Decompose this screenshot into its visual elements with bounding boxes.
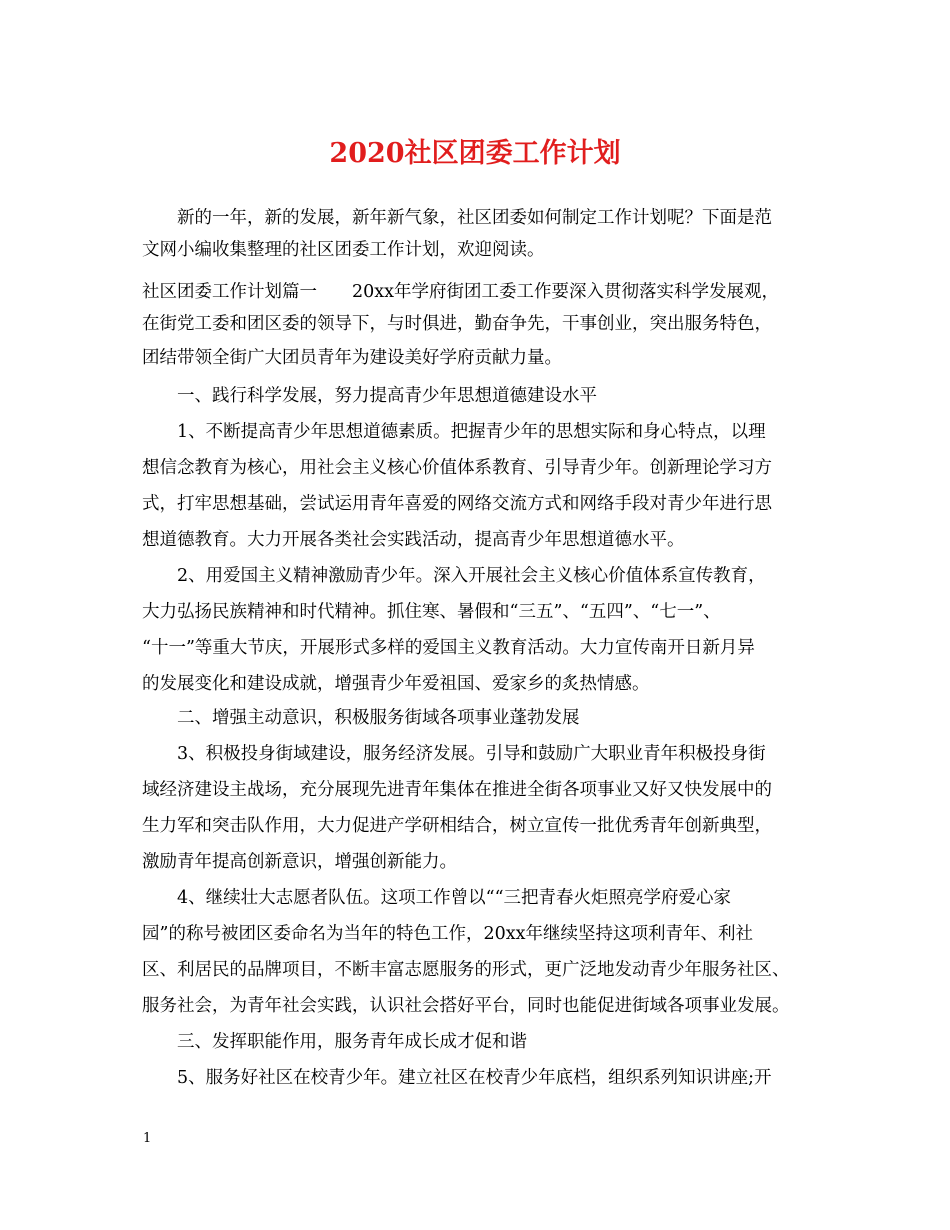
- text-line: 1、不断提高青少年思想道德素质。把握青少年的思想实际和身心特点，以理: [142, 422, 766, 442]
- text-line: 大力弘扬民族精神和时代精神。抓住寒、暑假和“三五”、“五四”、“七一”、: [142, 602, 721, 622]
- text-line: 2、用爱国主义精神激励青少年。深入开展社会主义核心价值体系宣传教育，: [142, 566, 766, 586]
- document-title: 2020社区团委工作计划: [329, 138, 621, 169]
- text-line: 区、利居民的品牌项目，不断丰富志愿服务的形式，更广泛地发动青少年服务社区、: [142, 960, 790, 980]
- text-line: 想信念教育为核心，用社会主义核心价值体系教育、引导青少年。创新理论学习方: [142, 458, 772, 478]
- section-heading: 一、践行科学发展，努力提高青少年思想道德建设水平: [142, 386, 597, 406]
- text-line: 服务社会，为青年社会实践，认识社会搭好平台，同时也能促进街域各项事业发展。: [142, 996, 790, 1016]
- text-line: 5、服务好社区在校青少年。建立社区在校青少年底档，组织系列知识讲座;开: [142, 1068, 772, 1088]
- page-number: 1: [143, 1131, 152, 1146]
- text-line: 4、继续壮大志愿者队伍。这项工作曾以““三把青春火炬照亮学府爱心家: [142, 888, 732, 908]
- text-line: 的发展变化和建设成就，增强青少年爱祖国、爱家乡的炙热情感。: [142, 674, 650, 694]
- text-line: 式，打牢思想基础，尝试运用青年喜爱的网络交流方式和网络手段对青少年进行思: [142, 494, 772, 514]
- text-line: 新的一年，新的发展，新年新气象，社区团委如何制定工作计划呢？下面是范: [142, 208, 772, 228]
- section-heading: 三、发挥职能作用，服务青年成长成才促和谐: [142, 1032, 527, 1052]
- text-line: 3、积极投身街域建设，服务经济发展。引导和鼓励广大职业青年积极投身街: [142, 744, 766, 764]
- text-line: 域经济建设主战场，充分展现先进青年集体在推进全街各项事业又好又快发展中的: [142, 780, 772, 800]
- text-line: “十一”等重大节庆，开展形式多样的爱国主义教育活动。大力宣传南开日新月异: [142, 638, 755, 658]
- text-line: 社区团委工作计划篇一 20xx年学府街团工委工作要深入贯彻落实科学发展观，: [142, 282, 780, 302]
- text-line: 生力军和突击队作用，大力促进产学研相结合，树立宣传一批优秀青年创新典型，: [142, 816, 772, 836]
- text-line: 团结带领全街广大团员青年为建设美好学府贡献力量。: [142, 348, 562, 368]
- text-line: 激励青年提高创新意识，增强创新能力。: [142, 852, 457, 872]
- text-line: 文网小编收集整理的社区团委工作计划，欢迎阅读。: [142, 240, 545, 260]
- text-line: 园”的称号被团区委命名为当年的特色工作，20xx年继续坚持这项利青年、利社: [142, 924, 753, 944]
- text-line: 在街党工委和团区委的领导下，与时俱进，勤奋争先，干事创业，突出服务特色，: [142, 314, 772, 334]
- text-line: 想道德教育。大力开展各类社会实践活动，提高青少年思想道德水平。: [142, 530, 685, 550]
- section-heading: 二、增强主动意识，积极服务街域各项事业蓬勃发展: [142, 708, 580, 728]
